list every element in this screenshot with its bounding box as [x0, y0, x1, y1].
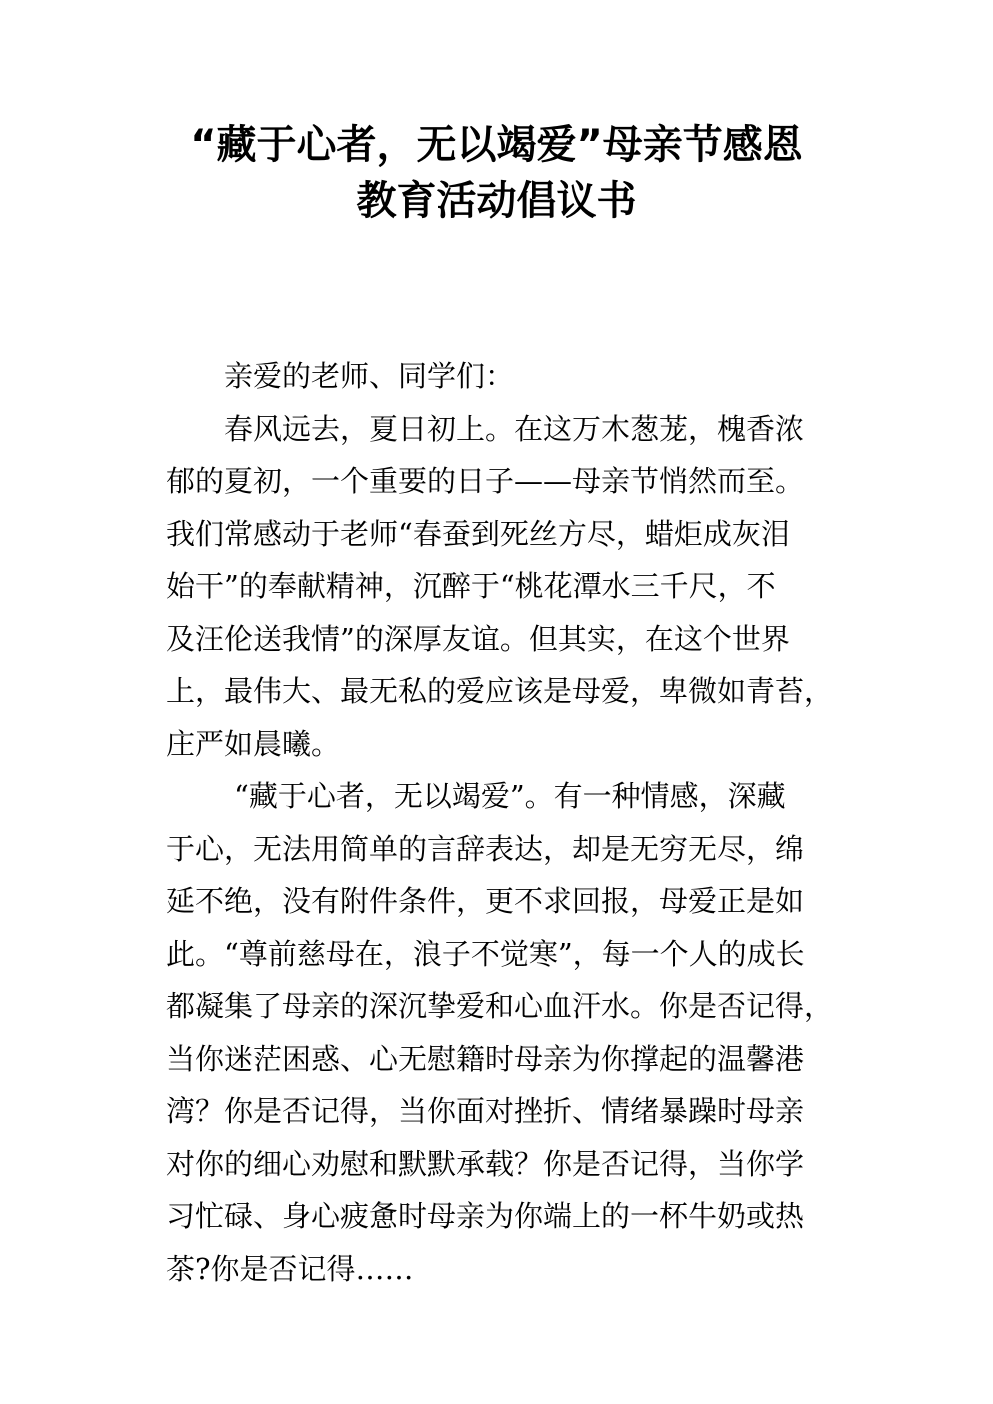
paragraph-line: 当你迷茫困惑、心无慰籍时母亲为你撑起的温馨港 [166, 1041, 805, 1076]
paragraph-line: 始干”的奉献精神，沉醉于“桃花潭水三千尺，不 [166, 569, 776, 603]
paragraph-line: 都凝集了母亲的深沉挚爱和心血汗水。你是否记得， [166, 989, 834, 1023]
paragraph-line: 庄严如晨曦。 [166, 726, 341, 761]
paragraph-line: 湾？你是否记得，当你面对挫折、情绪暴躁时母亲 [166, 1094, 805, 1128]
paragraph-line: 此。“尊前慈母在，浪子不觉寒”，每一个人的成长 [166, 936, 805, 971]
paragraph-line: 春风远去，夏日初上。在这万木葱茏，槐香浓 [224, 411, 805, 446]
title-line-2: 教育活动倡议书 [356, 178, 637, 224]
paragraph-1 [166, 403, 834, 771]
paragraph-line: 于心，无法用简单的言辞表达，却是无穷无尽，绵 [166, 831, 805, 866]
title-line-1: “藏于心者，无以竭爱”母亲节感恩 [190, 122, 803, 168]
document-body [166, 350, 834, 1295]
paragraph-line: 上，最伟大、最无私的爱应该是母爱，卑微如青苔， [166, 674, 834, 708]
paragraph-line: 延不绝，没有附件条件，更不求回报，母爱正是如 [166, 884, 805, 918]
paragraph-line: 习忙碌、身心疲惫时母亲为你端上的一杯牛奶或热 [166, 1199, 805, 1233]
salutation: 亲爱的老师、同学们： [224, 359, 515, 393]
paragraph-line: 对你的细心劝慰和默默承载？你是否记得，当你学 [166, 1146, 805, 1181]
document-title [0, 117, 993, 229]
paragraph-line: 及汪伦送我情”的深厚友谊。但其实，在这个世界 [166, 621, 790, 656]
paragraph-line: 茶?你是否记得…… [166, 1251, 414, 1286]
paragraph-2 [166, 770, 834, 1295]
paragraph-line: 郁的夏初，一个重要的日子——母亲节悄然而至。 [166, 464, 805, 498]
paragraph-line: 我们常感动于老师“春蚕到死丝方尽，蜡炬成灰泪 [166, 516, 790, 551]
paragraph-line: “藏于心者，无以竭爱”。有一种情感，深藏 [234, 779, 786, 813]
